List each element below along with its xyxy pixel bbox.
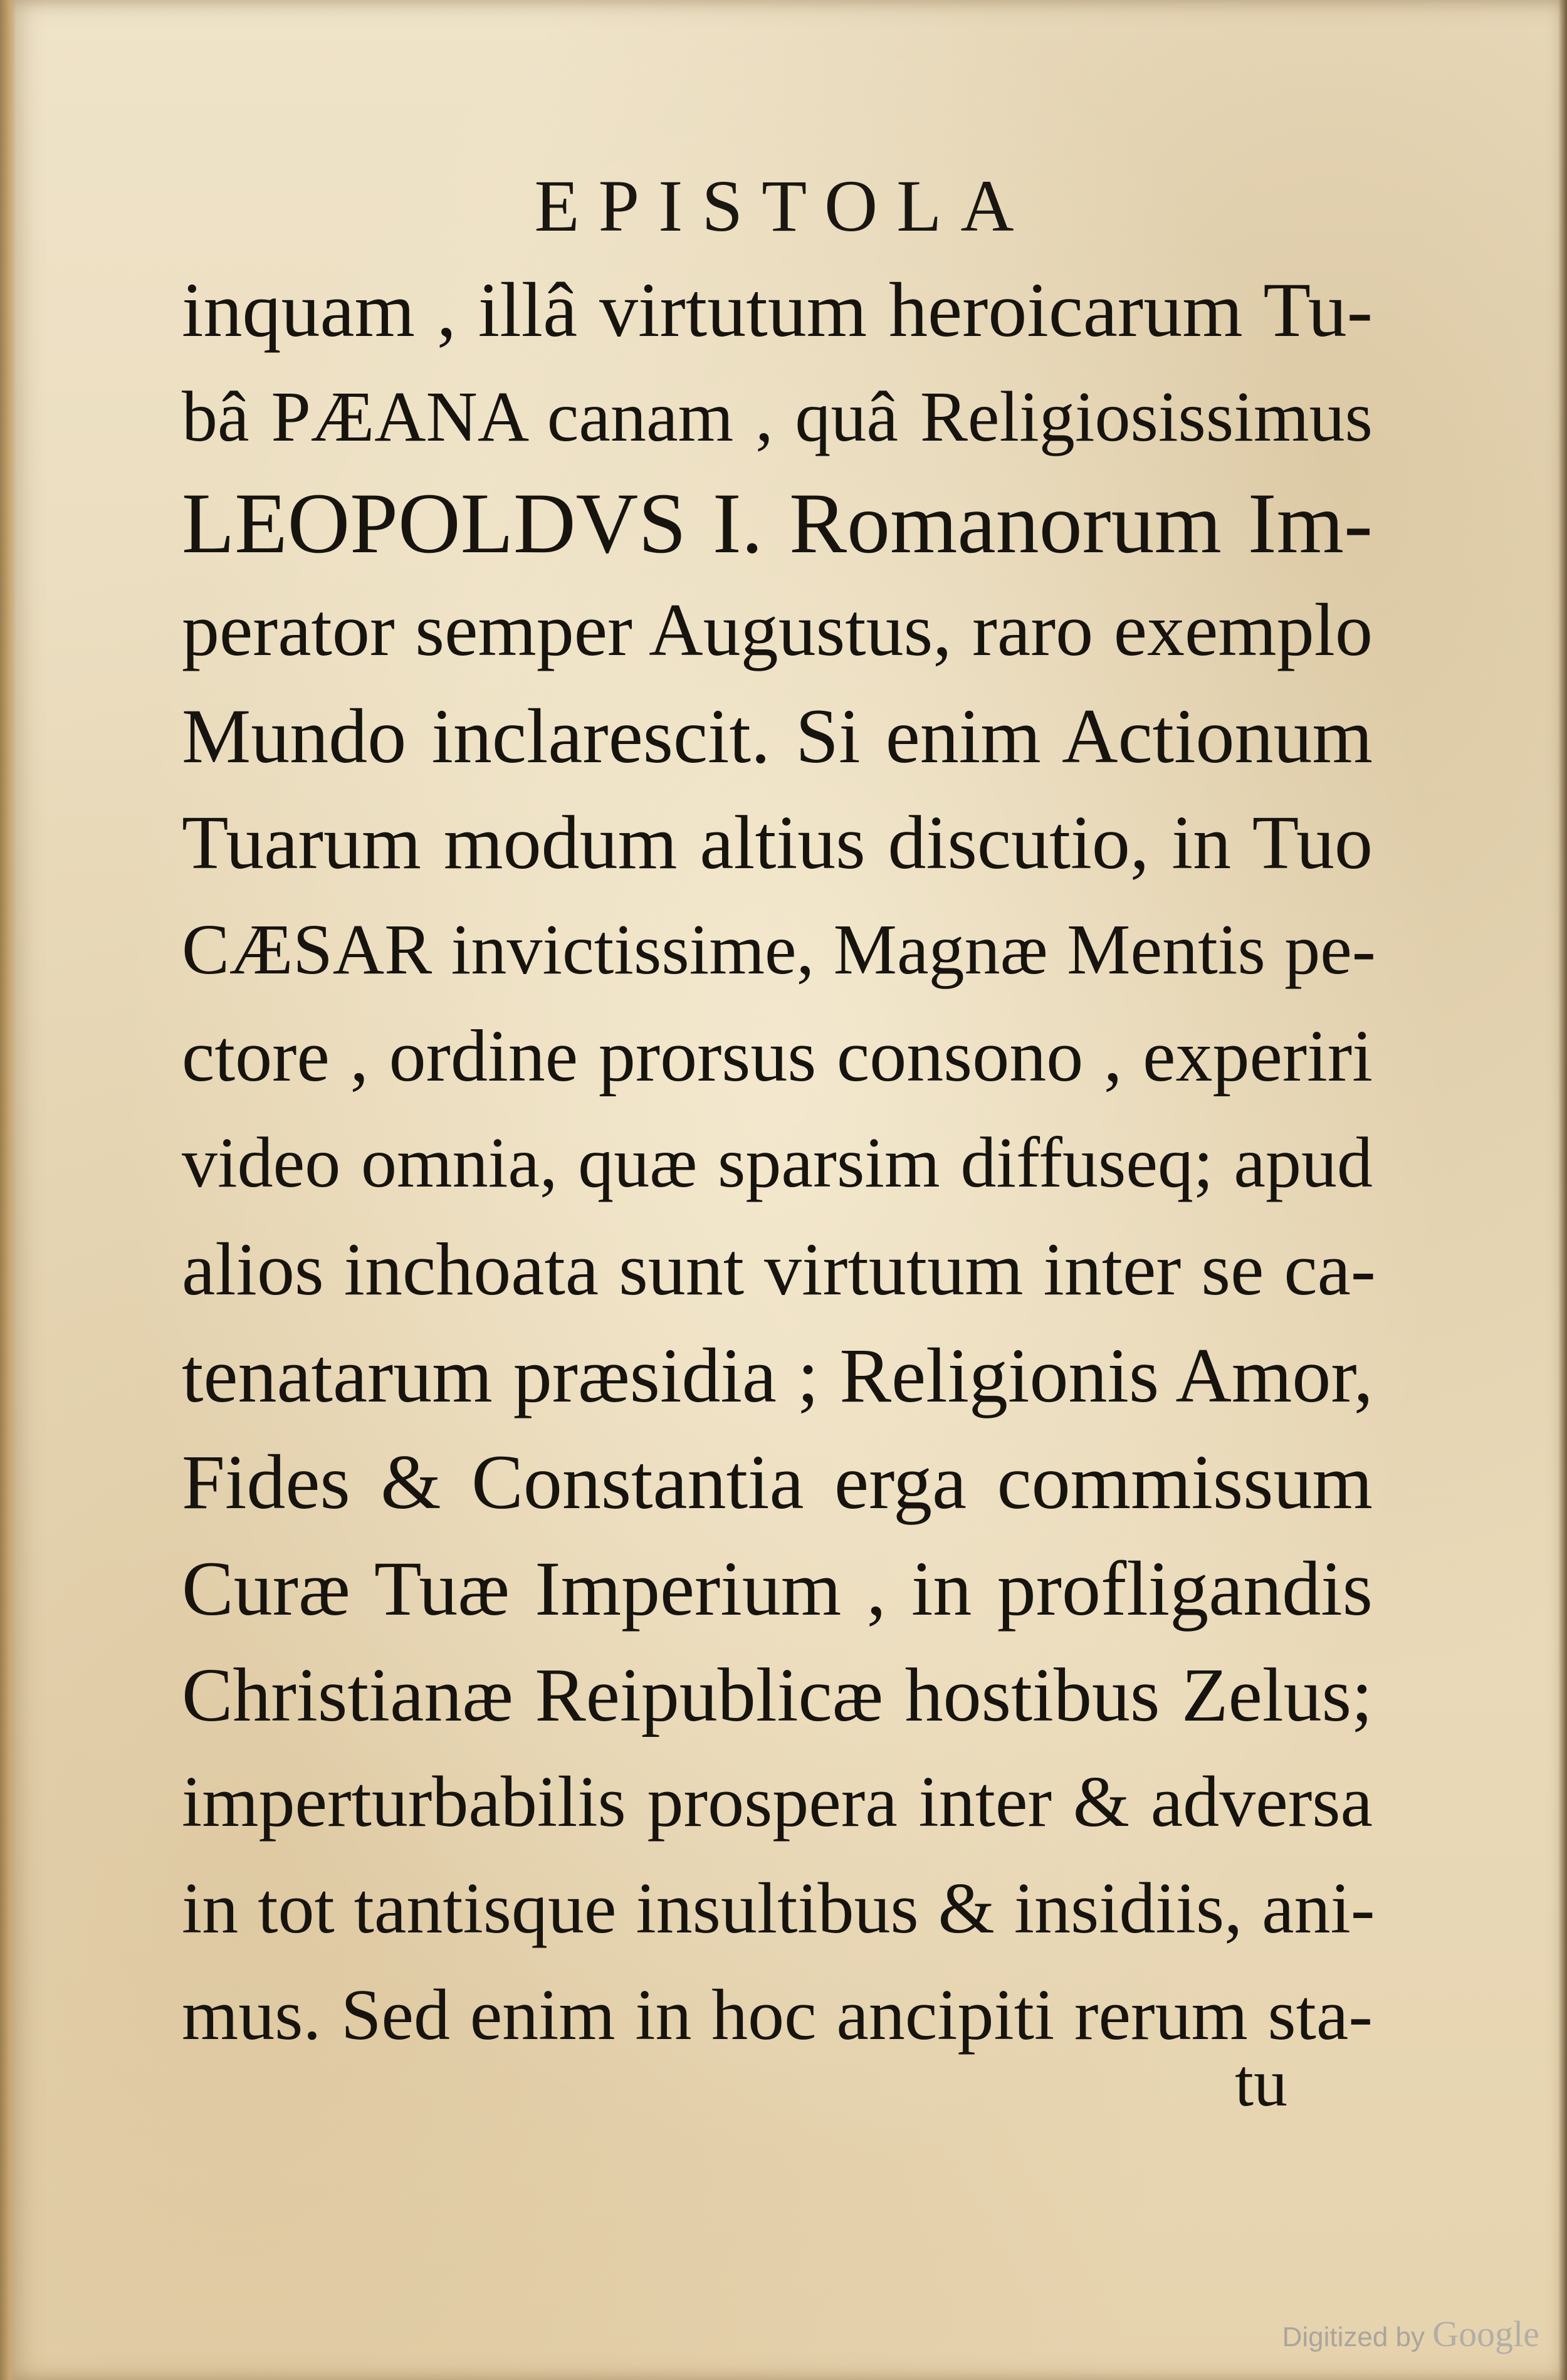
text-line: CÆSAR invictissime, Magnæ Mentis pe- — [182, 910, 1376, 989]
text-line: in tot tantisque insultibus & insidiis, ani- — [182, 1869, 1375, 1949]
text-line: inquam , illâ virtutum heroicarum Tu- — [182, 267, 1373, 353]
body-text — [182, 257, 1376, 2068]
catchword: tu — [1235, 2046, 1288, 2121]
text-line: Tuarum modum altius discutio, in Tuo — [182, 800, 1373, 885]
text-line: imperturbabilis prospera inter & adversa — [182, 1762, 1373, 1842]
watermark-prefix: Digitized by — [1282, 2322, 1425, 2352]
text-line: tenatarum præsidia ; Religionis Amor, — [182, 1333, 1373, 1418]
text-line: Fides & Constantia erga commissum — [182, 1439, 1373, 1525]
text-line: bâ PÆANA canam , quâ Religiosissimus — [182, 377, 1373, 456]
text-line: alios inchoata sunt virtutum inter se ca- — [182, 1227, 1376, 1311]
digitized-watermark — [1282, 2316, 1539, 2352]
page-edge-shadow — [1558, 0, 1567, 2380]
text-line: Christianæ Reipublicæ hostibus Zelus; — [182, 1653, 1373, 1738]
text-line: ctore , ordine prorsus consono , experiri — [182, 1015, 1373, 1097]
text-line: Curæ Tuæ Imperium , in profligandis — [182, 1546, 1373, 1632]
text-line: perator semper Augustus, raro exemplo — [182, 588, 1373, 671]
watermark-brand: Google — [1432, 2314, 1539, 2354]
text-line: LEOPOLDVS I. Romanorum Im- — [182, 475, 1373, 571]
text-line: video omnia, quæ sparsim diffuseq; apud — [182, 1123, 1373, 1202]
page-gutter-shadow — [0, 0, 16, 2380]
text-line: Mundo inclarescit. Si enim Actionum — [182, 693, 1373, 779]
text-line: mus. Sed enim in hoc ancipiti rerum sta- — [182, 1975, 1373, 2055]
running-title: EPISTOLA — [534, 165, 1033, 247]
